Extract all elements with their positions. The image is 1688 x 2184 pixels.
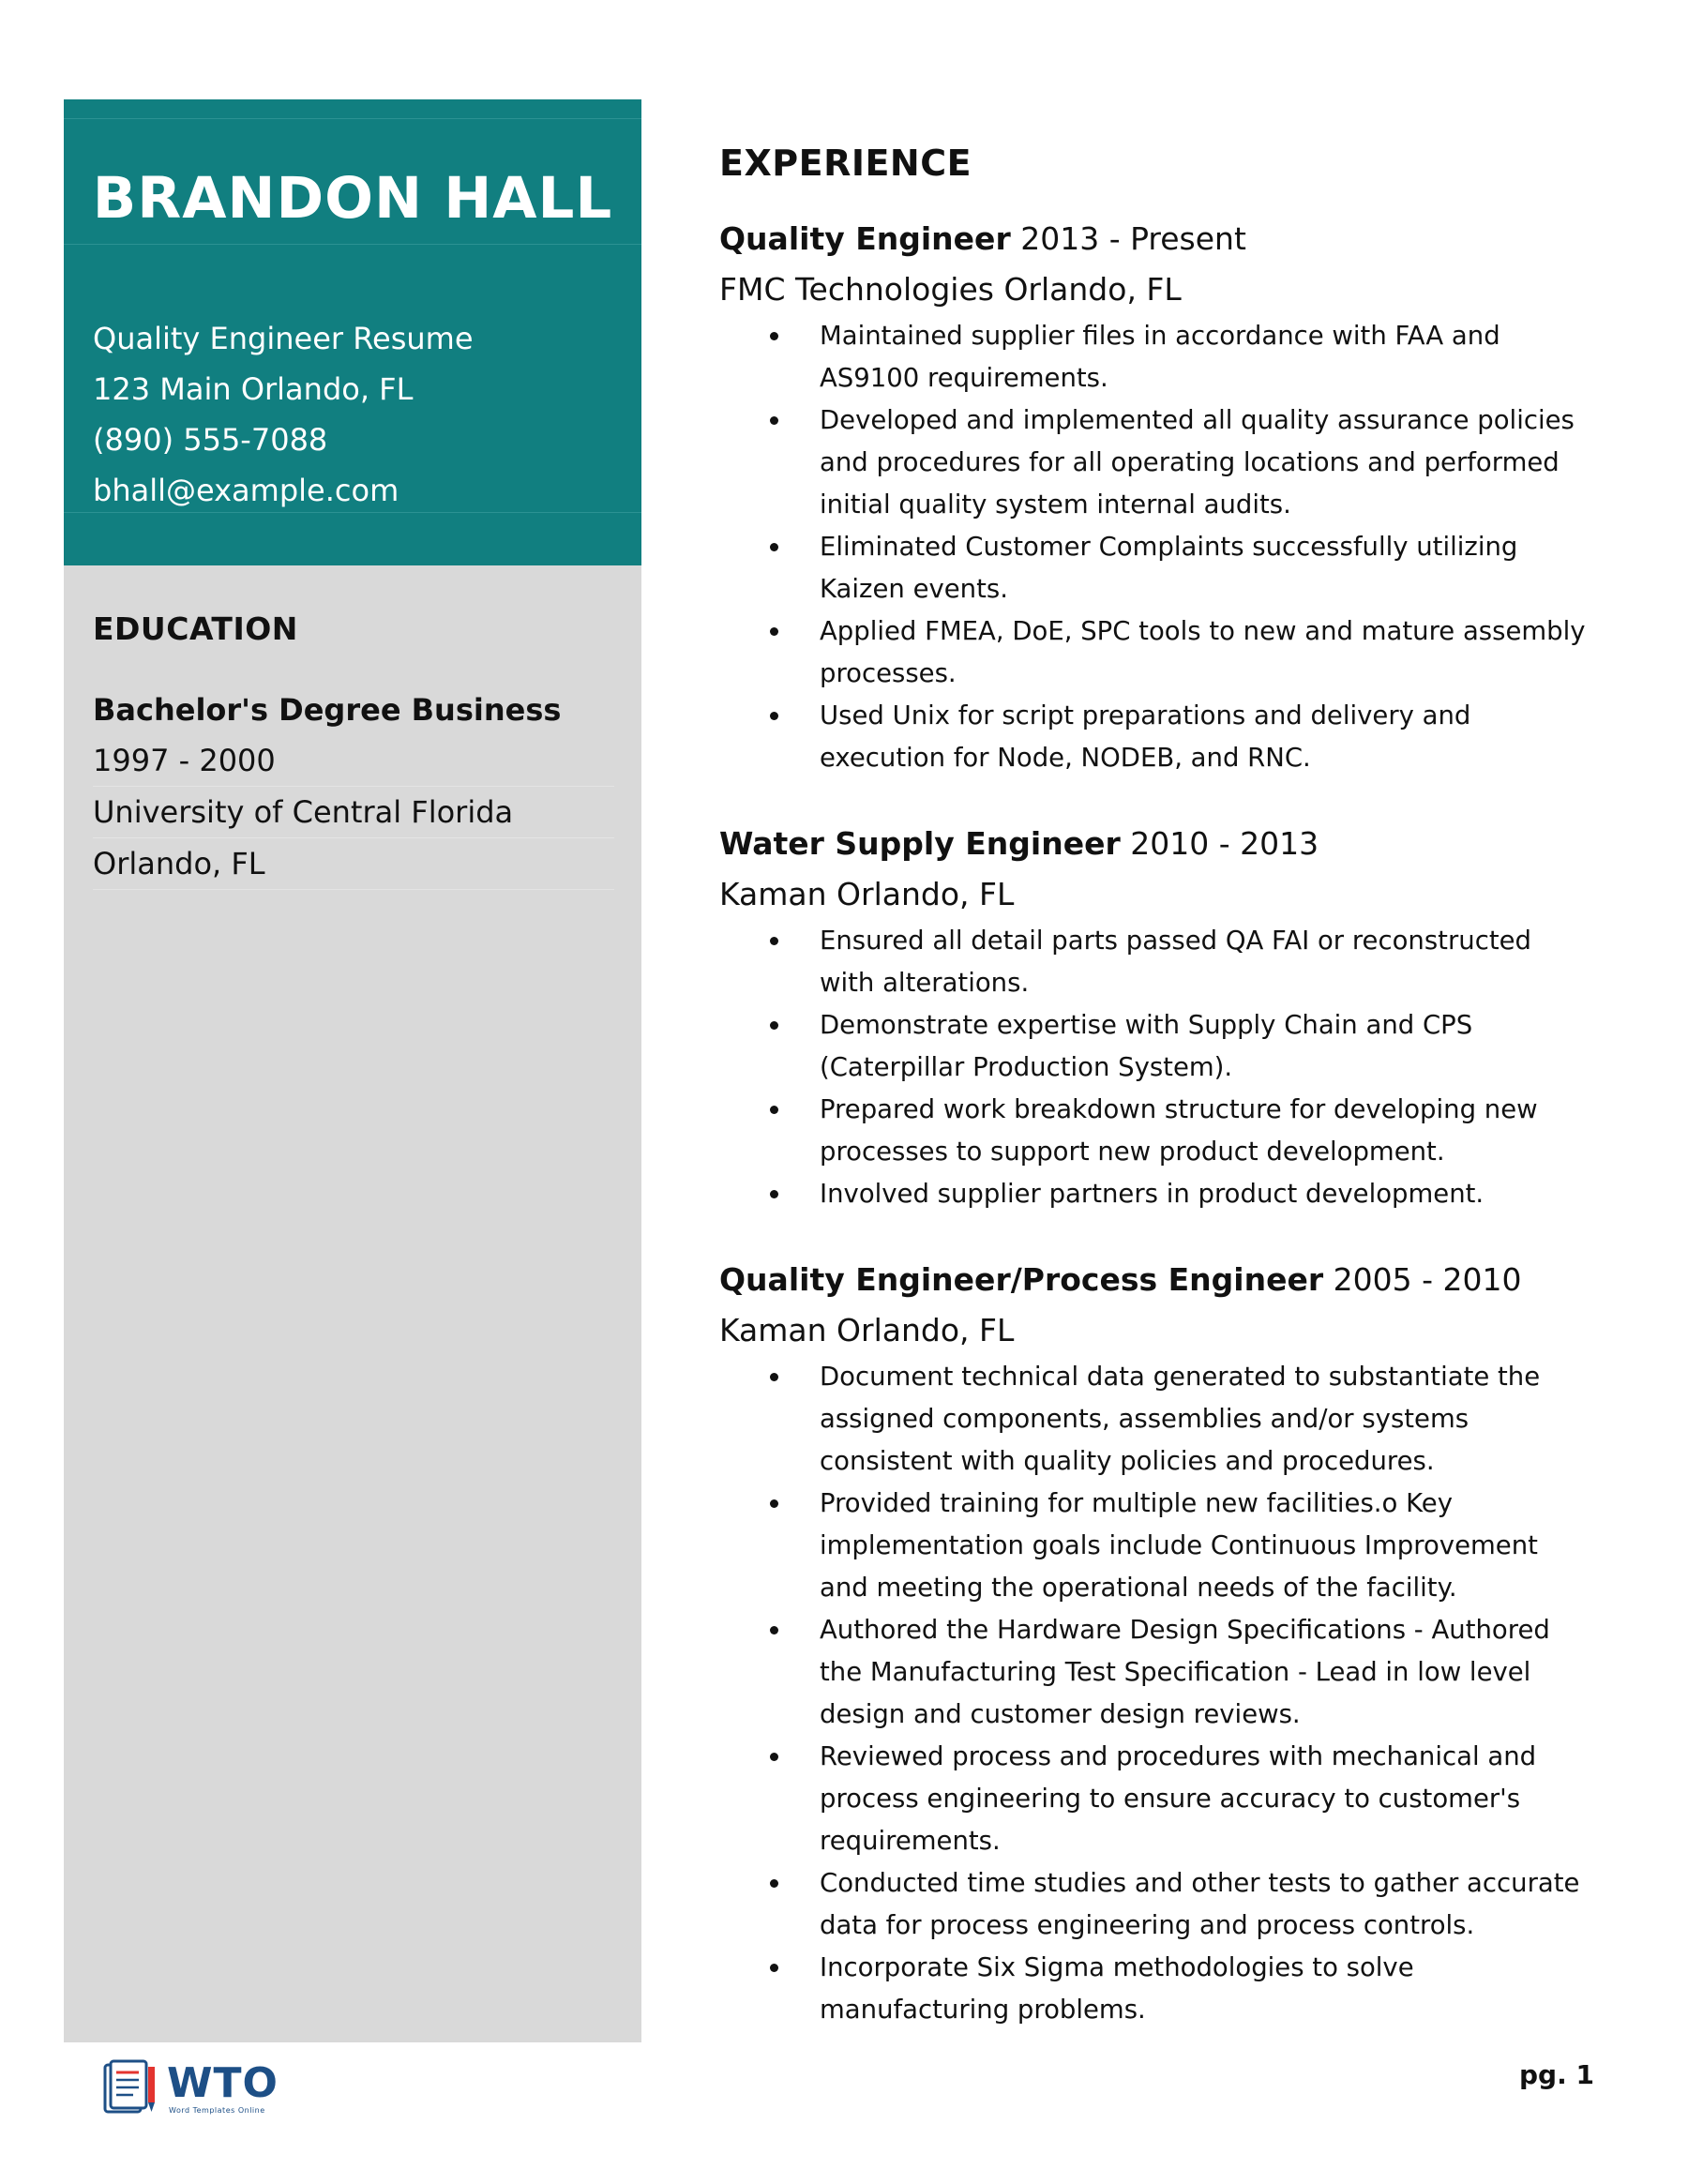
bullet-item: Applied FMEA, DoE, SPC tools to new and mature assembly processes. <box>719 610 1591 695</box>
wto-logo <box>101 2059 279 2117</box>
logo-tagline: Word Templates Online <box>169 2106 265 2115</box>
bullet-item: Developed and implemented all quality assurance policies and procedures for all operating locations and performed initial quality system internal audits. <box>719 399 1591 526</box>
job-title-line <box>719 1255 1591 1305</box>
resume-title: Quality Engineer Resume <box>93 321 474 356</box>
job-title-line <box>719 819 1591 869</box>
job-dates: 2013 - Present <box>1020 220 1246 257</box>
job-bullets <box>719 315 1591 779</box>
bullet-item: Used Unix for script preparations and delivery and execution for Node, NODEB, and RNC. <box>719 695 1591 779</box>
email: bhall@example.com <box>93 473 399 508</box>
job-title-line <box>719 214 1591 264</box>
bullet-item: Eliminated Customer Complaints successfully utilizing Kaizen events. <box>719 526 1591 610</box>
job-bullets <box>719 1356 1591 2031</box>
logo-text: WTO <box>167 2059 279 2107</box>
bullet-item: Prepared work breakdown structure for developing new processes to support new product development. <box>719 1089 1591 1173</box>
job-dates: 2010 - 2013 <box>1130 825 1319 862</box>
header-rule <box>64 118 641 119</box>
experience-heading: EXPERIENCE <box>719 143 972 184</box>
education-section <box>93 596 614 890</box>
degree: Bachelor's Degree Business <box>93 692 562 728</box>
header-rule <box>64 512 641 513</box>
school-name: University of Central Florida <box>93 787 614 838</box>
job-entry <box>719 214 1591 779</box>
contact-block <box>93 313 618 516</box>
candidate-name: BRANDON HALL <box>92 165 613 232</box>
job-entry <box>719 1255 1591 2031</box>
sidebar <box>64 99 641 2042</box>
job-dates: 2005 - 2010 <box>1333 1261 1522 1298</box>
job-role: Quality Engineer <box>719 220 1011 257</box>
bullet-item: Involved supplier partners in product development. <box>719 1173 1591 1215</box>
job-company: Kaman Orlando, FL <box>719 876 1015 912</box>
bullet-item: Authored the Hardware Design Specifications - Authored the Manufacturing Test Specification - Lead in low level design and customer design reviews. <box>719 1609 1591 1736</box>
header-panel <box>64 99 641 565</box>
phone: (890) 555-7088 <box>93 422 328 458</box>
bullet-item: Maintained supplier files in accordance with FAA and AS9100 requirements. <box>719 315 1591 399</box>
job-company: Kaman Orlando, FL <box>719 1312 1015 1348</box>
school-location: Orlando, FL <box>93 838 614 890</box>
bullet-item: Reviewed process and procedures with mechanical and process engineering to ensure accuracy to customer's requirements. <box>719 1736 1591 1862</box>
experience-section <box>719 131 1591 2031</box>
bullet-item: Incorporate Six Sigma methodologies to solve manufacturing problems. <box>719 1947 1591 2031</box>
education-heading: EDUCATION <box>93 610 298 647</box>
bullet-item: Demonstrate expertise with Supply Chain and CPS (Caterpillar Production System). <box>719 1004 1591 1089</box>
job-role: Quality Engineer/Process Engineer <box>719 1261 1324 1298</box>
job-bullets <box>719 920 1591 1215</box>
document-pen-icon <box>101 2059 161 2117</box>
address: 123 Main Orlando, FL <box>93 371 414 407</box>
job-role: Water Supply Engineer <box>719 825 1121 862</box>
job-entry <box>719 819 1591 1215</box>
header-rule <box>64 244 641 245</box>
bullet-item: Provided training for multiple new facilities.o Key implementation goals include Continuous Improvement and meeting the operational needs of the facility. <box>719 1483 1591 1609</box>
education-years: 1997 - 2000 <box>93 735 614 787</box>
bullet-item: Ensured all detail parts passed QA FAI or reconstructed with alterations. <box>719 920 1591 1004</box>
page-number: pg. 1 <box>1519 2059 1594 2090</box>
bullet-item: Document technical data generated to substantiate the assigned components, assemblies and/or systems consistent with quality policies and procedures. <box>719 1356 1591 1483</box>
bullet-item: Conducted time studies and other tests to gather accurate data for process engineering and process controls. <box>719 1862 1591 1947</box>
job-company: FMC Technologies Orlando, FL <box>719 271 1182 308</box>
